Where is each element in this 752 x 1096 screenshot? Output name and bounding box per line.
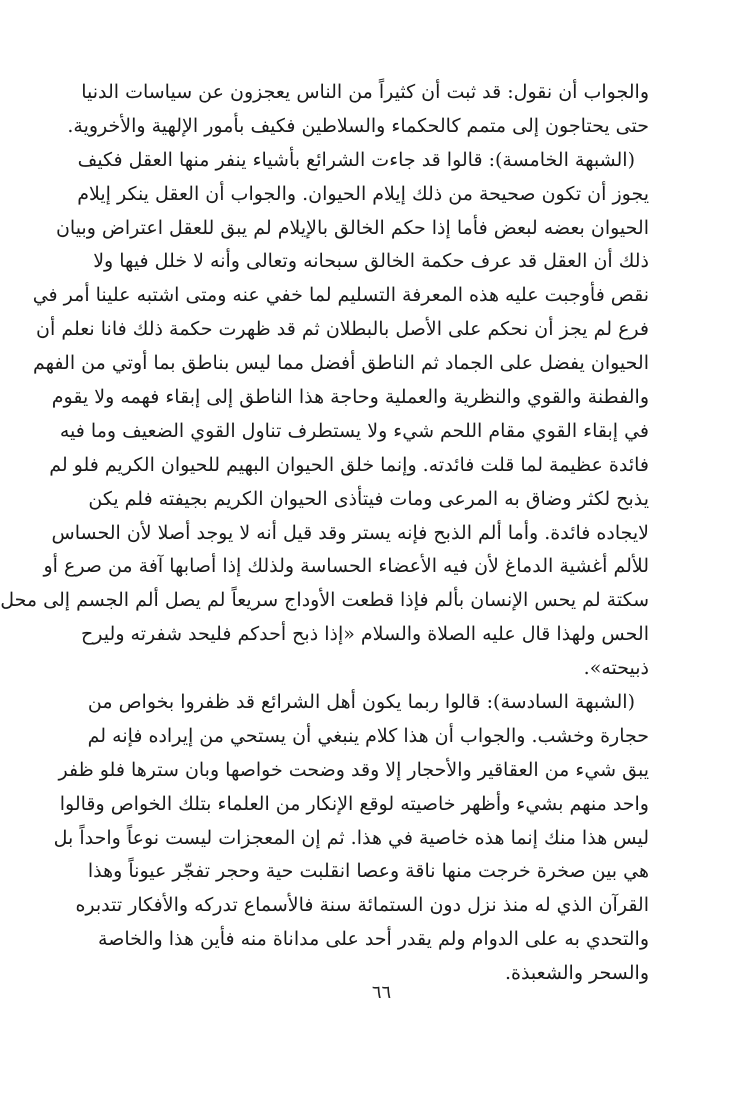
text-line: الحس ولهذا قال عليه الصلاة والسلام «إذا ذبح أحدكم فليحد شفرته وليرح <box>81 623 649 646</box>
text-line: الحيوان بعضه لبعض فأما إذا حكم الخالق بالإيلام لم يبق للعقل اعتراض وبيان <box>55 216 649 239</box>
page-number: ٦٦ <box>371 982 392 1003</box>
text-line: في إبقاء القوي مقام اللحم شيء ولا يستطرف تناول القوي الضعيف وما فيه <box>59 419 649 442</box>
text-line: فرع لم يجز أن نحكم على الأصل بالبطلان ثم قد ظهرت حكمة ذلك فانا نعلم أن <box>36 318 649 341</box>
text-line: سكتة لم يحس الإنسان بألم فإذا قطعت الأوداج سريعاً لم يصل ألم الجسم إلى محل <box>0 589 649 612</box>
text-line: الحيوان يفضل على الجماد ثم الناطق أفضل مما ليس بناطق بما أوتي من الفهم <box>33 352 649 375</box>
text-line: القرآن الذي له منذ نزل دون الستمائة سنة فالأسماع تدركه والأفكار تتدبره <box>75 894 649 917</box>
text-line: نقص فأوجبت عليه هذه المعرفة التسليم لما خفي عنه ومتى اشتبه علينا أمر في <box>32 284 649 307</box>
text-line: والسحر والشعبذة. <box>504 962 649 985</box>
text-line: والتحدي به على الدوام ولم يقدر أحد على مداناة منه فأين هذا والخاصة <box>98 928 649 951</box>
text-line: (الشبهة السادسة): قالوا ربما يكون أهل الشرائع قد ظفروا بخواص من <box>87 691 635 714</box>
text-line: حجارة وخشب. والجواب أن هذا كلام ينبغي أن يستحي من إيراده فإنه لم <box>87 724 649 747</box>
text-line: ذلك أن العقل قد عرف حكمة الخالق سبحانه وتعالى وأنه لا خلل فيها ولا <box>93 250 649 273</box>
page-body <box>0 76 649 991</box>
text-line: ذبيحته». <box>583 657 649 680</box>
text-line: فائدة عظيمة لما قلت فائدته. وإنما خلق الحيوان البهيم للحيوان الكريم فلو لم <box>49 453 649 476</box>
text-line: للألم أغشية الدماغ لأن فيه الأعضاء الحساسة ولذلك إذا أصابها آفة من صرع أو <box>43 555 649 578</box>
text-line: حتى يحتاجون إلى متمم كالحكماء والسلاطين فكيف بأمور الإلهية والأخروية. <box>67 114 649 137</box>
text-line: يذبح لكثر وضاق به المرعى ومات فيتأذى الحيوان الكريم بجيفته فلم يكن <box>88 487 649 510</box>
text-line: والجواب أن نقول: قد ثبت أن كثيراً من الناس يعجزون عن سياسات الدنيا <box>81 81 649 103</box>
text-line: هي بين صخرة خرجت منها ناقة وعصا انقلبت حية وحجر تفجّر عيوناً وهذا <box>87 860 649 883</box>
text-line: واحد منهم بشيء وأظهر خاصيته لوقع الإنكار من العلماء بتلك الخواص وقالوا <box>59 792 649 815</box>
text-line: يجوز أن تكون صحيحة من ذلك إيلام الحيوان. والجواب أن العقل ينكر إيلام <box>77 182 649 205</box>
text-line: يبق شيء من العقاقير والأحجار إلا وقد وضحت خواصها وبان سترها فلو ظفر <box>58 758 649 781</box>
text-line: والفطنة والقوي والنظرية والعملية وحاجة هذا الناطق إلى إبقاء فهمه ولا يقوم <box>51 386 649 409</box>
text-line: لايجاده فائدة. وأما ألم الذبح فإنه يستر وقد قيل أنه لا يوجد أصلا لأن الحساس <box>51 521 649 544</box>
text-line: (الشبهة الخامسة): قالوا قد جاءت الشرائع بأشياء ينفر منها العقل فكيف <box>77 148 635 171</box>
text-line: ليس هذا منك إنما هذه خاصية في هذا. ثم إن المعجزات ليست نوعاً واحداً بل <box>53 826 649 849</box>
